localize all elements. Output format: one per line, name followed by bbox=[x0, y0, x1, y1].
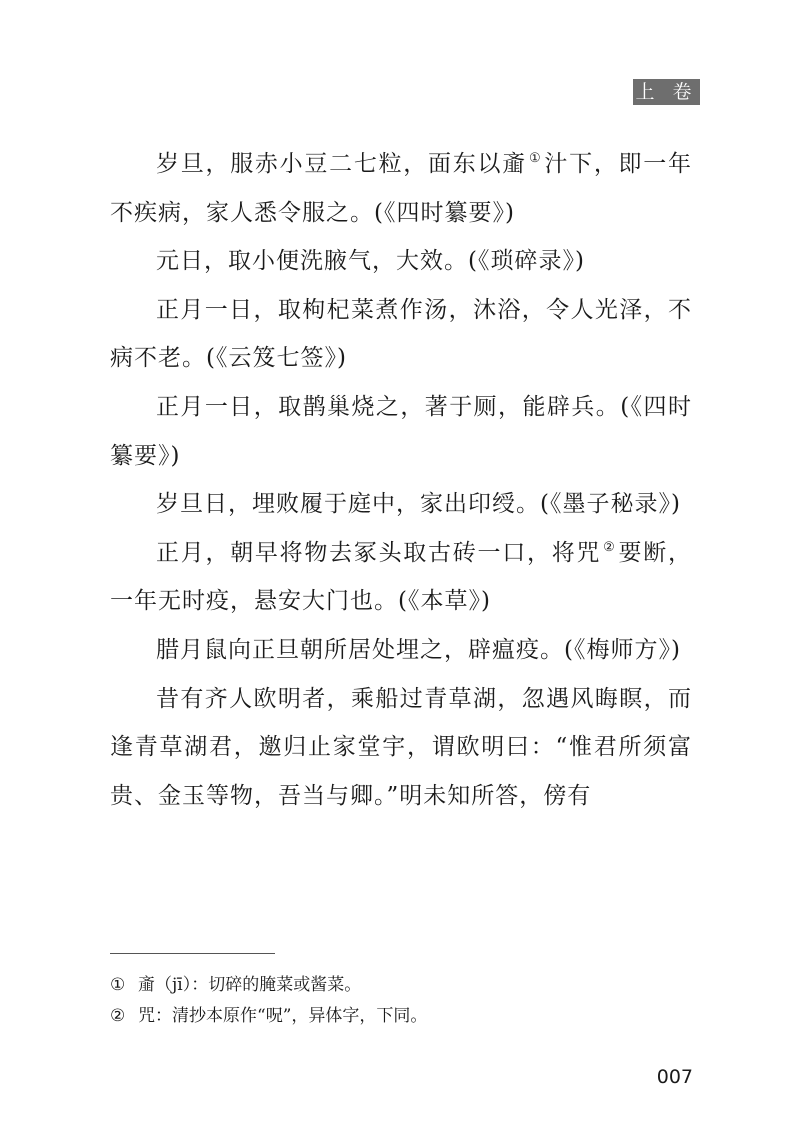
paragraph bbox=[110, 626, 692, 675]
paragraph-text: 要断，一年无时疫，悬安大门也。(《本草》) bbox=[110, 539, 693, 615]
footnote-text: 齑（jī）：切碎的腌菜或酱菜。 bbox=[138, 975, 362, 995]
paragraph-text: 正月一日，取鹊巢烧之，著于厕，能辟兵。(《四时纂要》) bbox=[110, 393, 692, 469]
paragraph-text: 元日，取小便洗腋气，大效。(《琐碎录》) bbox=[156, 248, 585, 275]
footnote bbox=[110, 970, 692, 1001]
section-label: 上 卷 bbox=[633, 79, 700, 105]
paragraph bbox=[110, 675, 692, 821]
paragraph-text: 汁下，即一年不疾病，家人悉令服之。(《四时纂要》) bbox=[110, 151, 693, 226]
paragraph-text: 腊月鼠向正旦朝所居处埋之，辟瘟疫。(《梅师方》) bbox=[156, 636, 681, 663]
paragraph bbox=[110, 480, 692, 529]
footnote bbox=[110, 1001, 692, 1032]
paragraph-text: 岁旦日，埋败履于庭中，家出印绶。(《墨子秘录》) bbox=[156, 491, 681, 518]
page-number: 007 bbox=[656, 1066, 693, 1088]
paragraph-text: 正月一日，取枸杞菜煮作汤，沐浴，令人光泽，不病不老。(《云笈七签》) bbox=[110, 296, 692, 372]
paragraph bbox=[110, 383, 692, 480]
paragraph-text: 昔有齐人欧明者，乘船过青草湖，忽遇风晦瞑，而逢青草湖君，邀归止家堂宇，谓欧明曰：“惟君所须富贵、金玉等物，吾当与卿。”明未知所答，傍有 bbox=[110, 685, 692, 809]
paragraph bbox=[110, 237, 692, 286]
footnote-mark: ② bbox=[110, 1006, 126, 1026]
paragraph bbox=[110, 529, 692, 626]
paragraph bbox=[110, 286, 692, 383]
footnote-reference[interactable]: ② bbox=[603, 540, 617, 556]
paragraph-text: 正月，朝早将物去冢头取古砖一口，将咒 bbox=[156, 539, 602, 566]
footnote-text: 咒：清抄本原作“呪”，异体字，下同。 bbox=[138, 1006, 428, 1026]
paragraph bbox=[110, 140, 692, 237]
footnotes bbox=[110, 970, 692, 1032]
main-text bbox=[110, 140, 692, 820]
paragraph-text: 岁旦，服赤小豆二七粒，面东以齑 bbox=[156, 151, 527, 177]
footnote-divider bbox=[110, 953, 275, 954]
footnote-mark: ① bbox=[110, 975, 126, 995]
footnote-reference[interactable]: ① bbox=[528, 151, 543, 167]
